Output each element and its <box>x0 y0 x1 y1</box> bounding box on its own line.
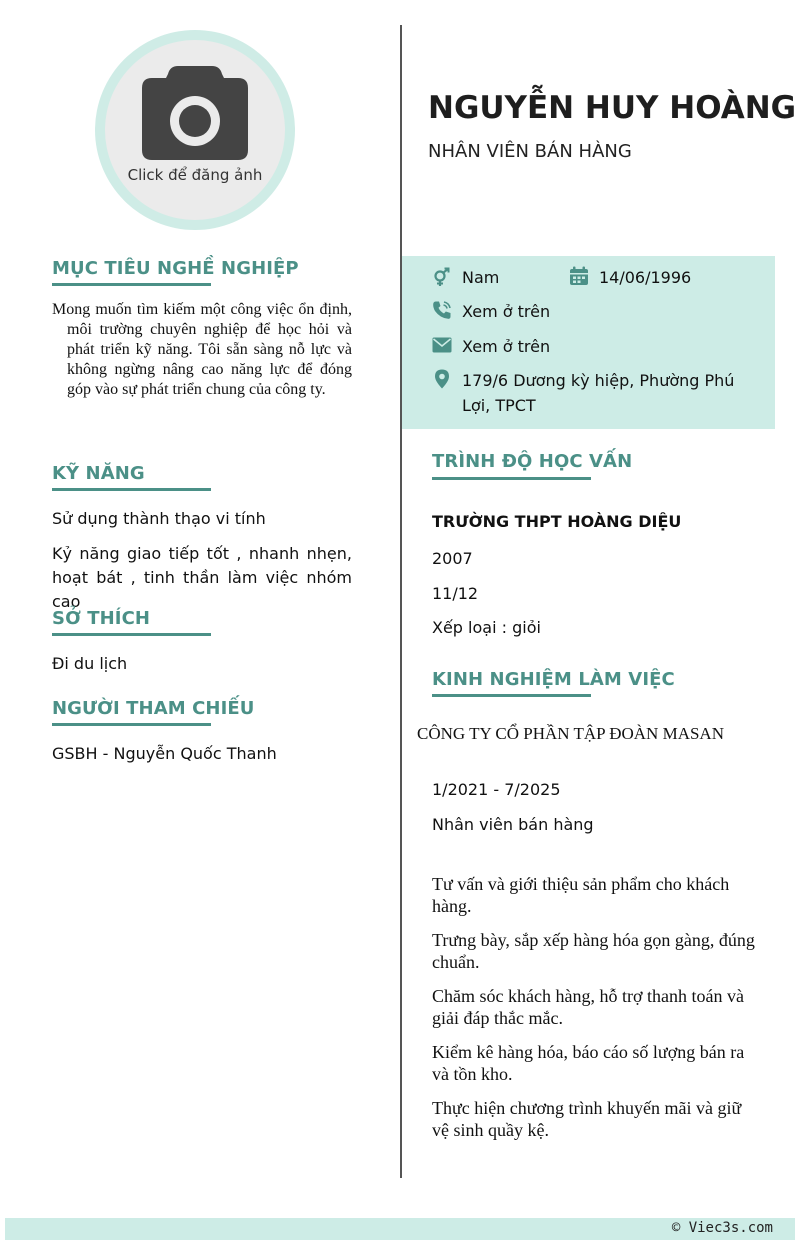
reference-item: GSBH - Nguyễn Quốc Thanh <box>52 744 277 763</box>
experience-underline <box>432 694 591 697</box>
objective-text: Mong muốn tìm kiếm một công việc ổn định, môi trường chuyên nghiệp để học hỏi và phát triển kỹ năng. Tôi sẵn sàng nỗ lực và không ngừng nâng cao năng lực để đóng góp vào sự phát triển chung của công ty. <box>52 301 352 398</box>
references-heading: NGƯỜI THAM CHIẾU <box>52 698 255 719</box>
camera-icon[interactable] <box>140 66 250 162</box>
company-name: CÔNG TY CỔ PHẦN TẬP ĐOÀN MASAN <box>417 724 724 743</box>
gender-value: Nam <box>462 268 500 287</box>
photo-caption[interactable]: Click để đăng ảnh <box>127 166 263 184</box>
skills-underline <box>52 488 211 491</box>
birthday-value: 14/06/1996 <box>599 268 692 287</box>
address-line-2: Lợi, TPCT <box>462 396 536 415</box>
gender-icon <box>432 267 452 287</box>
references-underline <box>52 723 211 726</box>
duty-item: Thực hiện chương trình khuyến mãi và giữ vệ sinh quầy kệ. <box>432 1098 742 1140</box>
calendar-icon <box>569 266 589 286</box>
objective-underline <box>52 283 211 286</box>
hobby-item: Đi du lịch <box>52 654 128 673</box>
skills-heading: KỸ NĂNG <box>52 463 145 484</box>
objective-heading: MỤC TIÊU NGHỀ NGHIỆP <box>52 258 299 279</box>
phone-value: Xem ở trên <box>462 302 551 321</box>
duty-item: Tư vấn và giới thiệu sản phẩm cho khách hàng. <box>432 874 730 916</box>
education-heading: TRÌNH ĐỘ HỌC VẤN <box>432 451 633 472</box>
duty-item: Chăm sóc khách hàng, hỗ trợ thanh toán và giải đáp thắc mắc. <box>432 986 744 1028</box>
column-divider <box>400 25 402 1178</box>
school-name: TRƯỜNG THPT HOÀNG DIỆU <box>432 512 682 531</box>
work-period: 1/2021 - 7/2025 <box>432 780 561 799</box>
phone-icon <box>432 300 452 320</box>
skill-item: Sử dụng thành thạo vi tính <box>52 509 266 528</box>
candidate-title: NHÂN VIÊN BÁN HÀNG <box>428 141 632 162</box>
education-rank: Xếp loại : giỏi <box>432 618 541 637</box>
location-icon <box>432 369 452 389</box>
email-value: Xem ở trên <box>462 337 551 356</box>
experience-heading: KINH NGHIỆM LÀM VIỆC <box>432 669 675 690</box>
skill-item: Kỷ năng giao tiếp tốt , nhanh nhẹn, hoạt bát , tinh thần làm việc nhóm cao <box>52 544 352 611</box>
hobbies-heading: SỞ THÍCH <box>52 608 151 629</box>
footer-bar <box>5 1218 795 1240</box>
work-position: Nhân viên bán hàng <box>432 815 594 834</box>
hobbies-underline <box>52 633 211 636</box>
email-icon <box>432 335 452 355</box>
footer-copyright[interactable]: © Viec3s.com <box>671 1220 773 1236</box>
education-grade: 11/12 <box>432 584 479 603</box>
duty-item: Trưng bày, sắp xếp hàng hóa gọn gàng, đúng chuẩn. <box>432 930 755 972</box>
education-year: 2007 <box>432 549 473 568</box>
education-underline <box>432 477 591 480</box>
duty-item: Kiểm kê hàng hóa, báo cáo số lượng bán ra và tồn kho. <box>432 1042 745 1084</box>
address-line-1: 179/6 Dương kỳ hiệp, Phường Phú <box>462 371 735 390</box>
candidate-name: NGUYỄN HUY HOÀNG <box>428 90 797 126</box>
